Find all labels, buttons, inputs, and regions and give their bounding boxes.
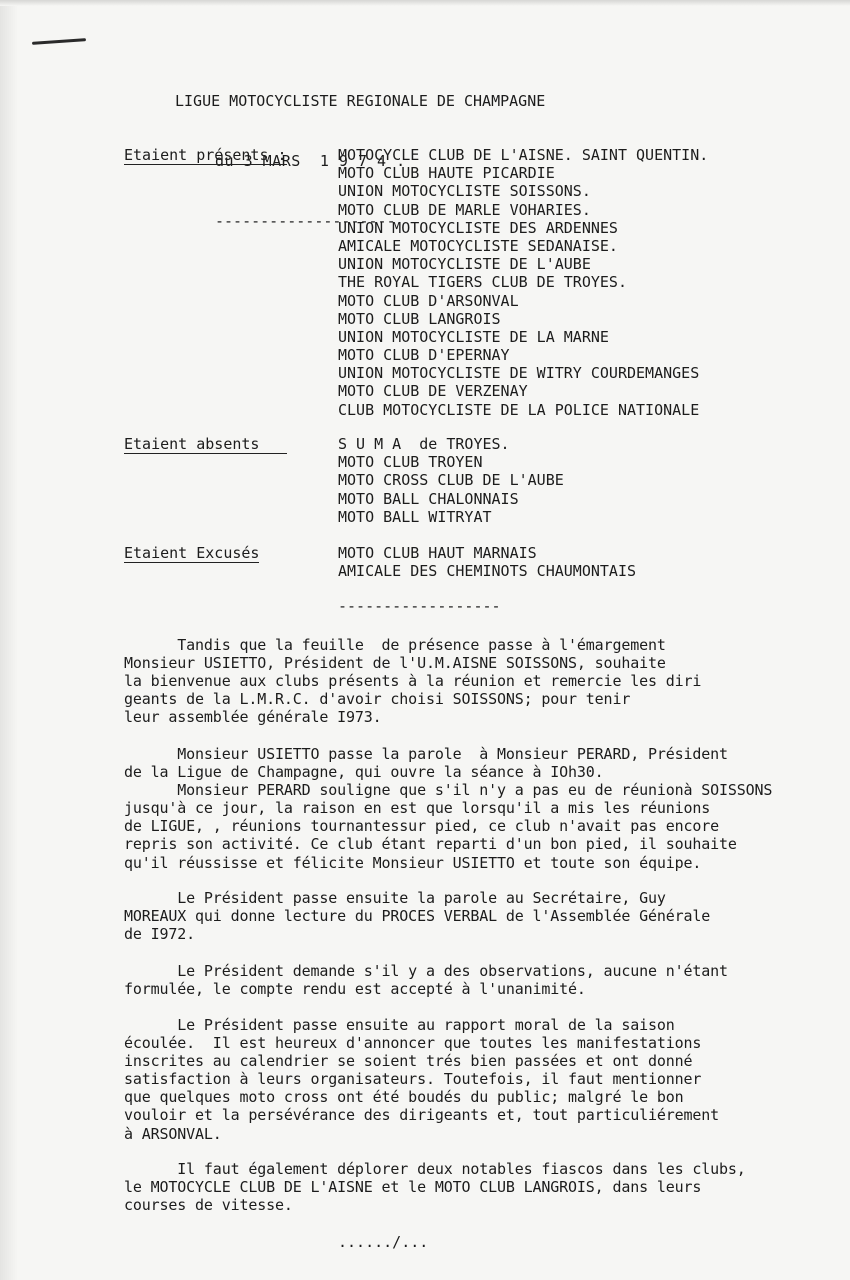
list-item: MOTO CLUB DE VERZENAY — [338, 382, 528, 401]
organization-title: LIGUE MOTOCYCLISTE REGIONALE DE CHAMPAGNE — [175, 92, 546, 110]
absent-clubs-list — [338, 435, 564, 526]
list-item: S U M A de TROYES. — [338, 435, 510, 453]
list-item: CLUB MOTOCYCLISTE DE LA POLICE NATIONALE — [338, 400, 700, 419]
paragraph-moral-report: Le Président passe ensuite au rapport moral de la saison écoulée. Il est heureux d'annoncer que toutes les manifestations inscrites au calendrier se soient trés bien passées et ont donné satisfaction à leurs organisateurs. Toutefois, il faut mentionner que quelques moto cross ont été boudés du public; malgré le bon vouloir et la persévérance des dirigeants et, tout particuliérement à ARSONVAL. — [124, 1016, 720, 1143]
page-edge-shadow — [0, 0, 18, 1280]
list-item: MOTO BALL WITRYAT — [338, 507, 492, 526]
list-item: THE ROYAL TIGERS CLUB DE TROYES. — [338, 273, 627, 292]
section-divider: ------------------ — [338, 597, 501, 615]
list-item: MOTOCYCLE CLUB DE L'AISNE. SAINT QUENTIN. — [338, 146, 709, 164]
list-item: AMICALE MOTOCYCLISTE SEDANAISE. — [338, 236, 618, 255]
list-item: MOTO CLUB LANGROIS — [338, 309, 501, 328]
present-clubs-list — [338, 146, 708, 419]
header-underline: -------------------- — [215, 212, 396, 230]
list-item: MOTO CLUB D'EPERNAY — [338, 346, 510, 365]
list-item: MOTO CLUB HAUTE PICARDIE — [338, 164, 555, 183]
paragraph-opening: Monsieur USIETTO passe la parole à Monsieur PERARD, Président de la Ligue de Champagne, qui ouvre la séance à IOh30. Monsieur PERARD souligne que s'il n'y a pas eu de réunionà SOISSONS jusqu'à ce jour, la raison en est que lorsqu'il a mis les réunions de LIGUE, , réunions tournantessur pied, ce club n'avait pas encore repris son activité. Ce club étant reparti d'un bon pied, il souhaite qu'il réussisse et félicite Monsieur USIETTO et toute son équipe. — [124, 745, 773, 872]
paragraph-secretary: Le Président passe ensuite la parole au Secrétaire, Guy MOREAUX qui donne lecture du PROCES VERBAL de l'Assemblée Générale de I972. — [124, 889, 711, 944]
list-item: MOTO BALL CHALONNAIS — [338, 489, 519, 508]
list-item: UNION MOTOCYCLISTE DE L'AUBE — [338, 255, 591, 274]
paragraph-welcome: Tandis que la feuille de présence passe à l'émargement Monsieur USIETTO, Président de l'U.M.AISNE SOISSONS, souhaite la bienvenue aux clubs présents à la réunion et remercie les diri geants de la L.M.R.C. d'avoir choisi SOISSONS; pour tenir leur assemblée générale I973. — [124, 636, 702, 727]
absent-label: Etaient absents — [124, 435, 287, 453]
meeting-date: du 3 MARS 1 9 7 4 . — [215, 152, 406, 170]
list-item: UNION MOTOCYCLISTE DES ARDENNES — [338, 218, 618, 237]
pen-mark — [32, 38, 86, 45]
list-item: MOTO CROSS CLUB DE L'AUBE — [338, 471, 564, 490]
list-item: UNION MOTOCYCLISTE DE LA MARNE — [338, 327, 609, 346]
paragraph-observations: Le Président demande s'il y a des observations, aucune n'étant formulée, le compte rendu est accepté à l'unanimité. — [124, 962, 728, 999]
list-item: MOTO CLUB HAUT MARNAIS — [338, 544, 537, 562]
list-item: UNION MOTOCYCLISTE DE WITRY COURDEMANGES — [338, 364, 700, 383]
list-item: MOTO CLUB DE MARLE VOHARIES. — [338, 200, 591, 219]
present-label: Etaient présents : — [124, 146, 287, 164]
list-item: MOTO CLUB TROYEN — [338, 453, 483, 472]
excused-label: Etaient Excusés — [124, 544, 260, 562]
paragraph-fiascos: Il faut également déplorer deux notables fiascos dans les clubs, le MOTOCYCLE CLUB DE L'AISNE et le MOTO CLUB LANGROIS, dans leurs courses de vitesse. — [124, 1160, 746, 1215]
list-item: AMICALE DES CHEMINOTS CHAUMONTAIS — [338, 562, 637, 581]
list-item: MOTO CLUB D'ARSONVAL — [338, 291, 519, 310]
list-item: UNION MOTOCYCLISTE SOISSONS. — [338, 182, 591, 201]
page-top-shadow — [0, 0, 850, 6]
excused-clubs-list — [338, 544, 636, 580]
continuation-marker: ....../... — [338, 1233, 429, 1251]
